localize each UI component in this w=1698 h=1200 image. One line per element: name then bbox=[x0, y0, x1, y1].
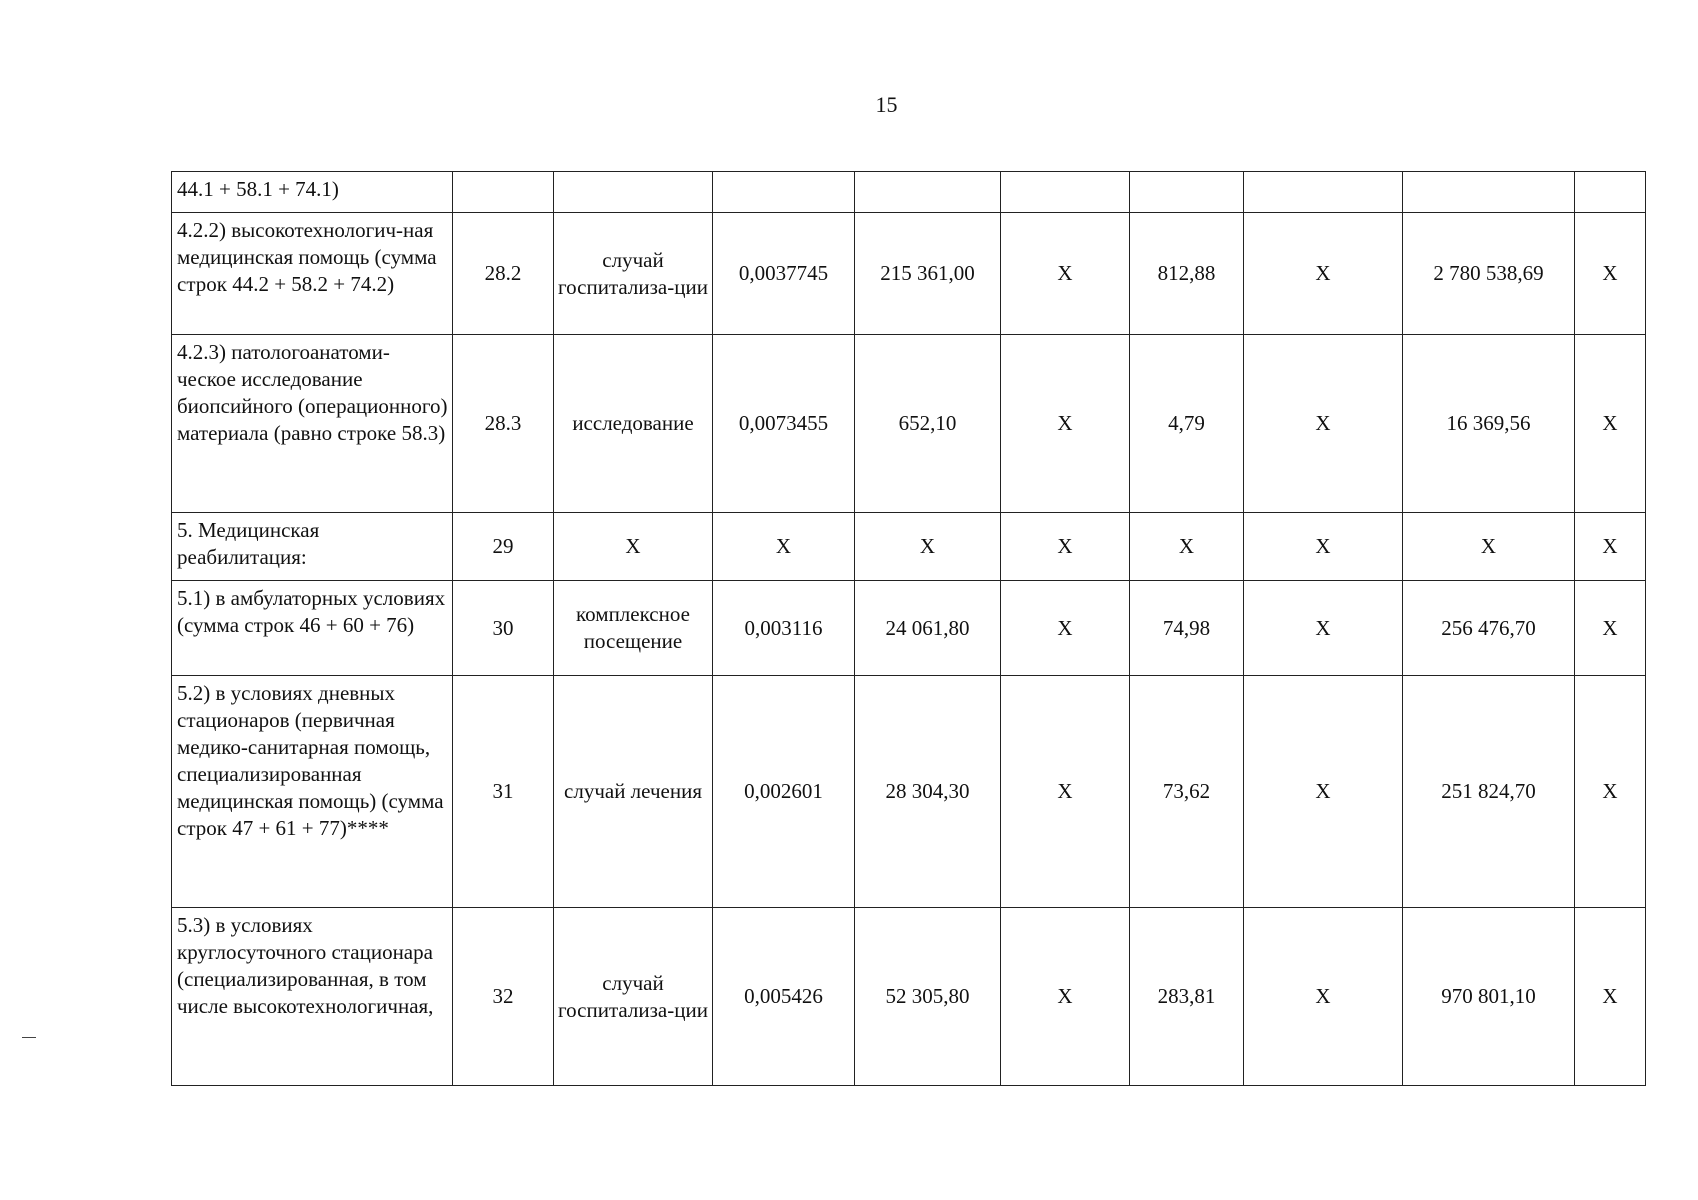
row-name-cell: 4.2.2) высокотехнологич-ная медицинская помощь (сумма строк 44.2 + 58.2 + 74.2) bbox=[172, 213, 453, 335]
line-number-cell: 29 bbox=[453, 513, 554, 581]
value-cell: X bbox=[1244, 908, 1403, 1086]
line-number-cell bbox=[453, 172, 554, 213]
value-cell: X bbox=[1001, 513, 1130, 581]
value-cell bbox=[855, 172, 1001, 213]
value-cell: 215 361,00 bbox=[855, 213, 1001, 335]
table-row bbox=[172, 213, 1646, 335]
value-cell bbox=[1130, 172, 1244, 213]
value-cell: X bbox=[1575, 908, 1646, 1086]
value-cell: 251 824,70 bbox=[1403, 676, 1575, 908]
unit-cell: случай лечения bbox=[554, 676, 713, 908]
value-cell: 283,81 bbox=[1130, 908, 1244, 1086]
table-row bbox=[172, 513, 1646, 581]
value-cell: 28 304,30 bbox=[855, 676, 1001, 908]
table-row bbox=[172, 908, 1646, 1086]
value-cell: X bbox=[1575, 335, 1646, 513]
value-cell bbox=[1001, 172, 1130, 213]
value-cell: 2 780 538,69 bbox=[1403, 213, 1575, 335]
value-cell: X bbox=[1575, 513, 1646, 581]
row-name-cell: 5.3) в условиях круглосуточного стационара (специализированная, в том числе высокотехнологичная, bbox=[172, 908, 453, 1086]
value-cell bbox=[1244, 172, 1403, 213]
value-cell: 16 369,56 bbox=[1403, 335, 1575, 513]
value-cell: 52 305,80 bbox=[855, 908, 1001, 1086]
value-cell: X bbox=[1130, 513, 1244, 581]
value-cell: X bbox=[1575, 676, 1646, 908]
line-number-cell: 28.2 bbox=[453, 213, 554, 335]
value-cell: 0,002601 bbox=[713, 676, 855, 908]
row-name-cell: 5.1) в амбулаторных условиях (сумма строк 46 + 60 + 76) bbox=[172, 581, 453, 676]
unit-cell: X bbox=[554, 513, 713, 581]
table-row bbox=[172, 676, 1646, 908]
value-cell: 0,005426 bbox=[713, 908, 855, 1086]
table-row bbox=[172, 172, 1646, 213]
value-cell: 812,88 bbox=[1130, 213, 1244, 335]
line-number-cell: 31 bbox=[453, 676, 554, 908]
unit-cell: комплексное посещение bbox=[554, 581, 713, 676]
value-cell: X bbox=[1001, 335, 1130, 513]
row-name-cell: 5.2) в условиях дневных стационаров (первичная медико-санитарная помощь, специализированная медицинская помощь) (сумма строк 47 + 61 + 77)**** bbox=[172, 676, 453, 908]
row-name-cell: 5. Медицинская реабилитация: bbox=[172, 513, 453, 581]
line-number-cell: 32 bbox=[453, 908, 554, 1086]
value-cell: X bbox=[1575, 581, 1646, 676]
value-cell: 74,98 bbox=[1130, 581, 1244, 676]
value-cell: X bbox=[1001, 908, 1130, 1086]
unit-cell bbox=[554, 172, 713, 213]
page-number: 15 bbox=[875, 92, 898, 117]
value-cell: 0,003116 bbox=[713, 581, 855, 676]
value-cell: 73,62 bbox=[1130, 676, 1244, 908]
value-cell: 0,0073455 bbox=[713, 335, 855, 513]
line-number-cell: 30 bbox=[453, 581, 554, 676]
value-cell: X bbox=[713, 513, 855, 581]
value-cell: X bbox=[1001, 676, 1130, 908]
table-row bbox=[172, 335, 1646, 513]
row-name-cell: 4.2.3) патологоанатоми-ческое исследование биопсийного (операционного) материала (равно строке 58.3) bbox=[172, 335, 453, 513]
table-row bbox=[172, 581, 1646, 676]
value-cell: X bbox=[1575, 213, 1646, 335]
value-cell: X bbox=[1244, 335, 1403, 513]
unit-cell: исследование bbox=[554, 335, 713, 513]
value-cell: X bbox=[1403, 513, 1575, 581]
value-cell bbox=[713, 172, 855, 213]
value-cell: X bbox=[1244, 213, 1403, 335]
unit-cell: случай госпитализа-ции bbox=[554, 908, 713, 1086]
value-cell: 0,0037745 bbox=[713, 213, 855, 335]
value-cell: X bbox=[855, 513, 1001, 581]
value-cell: 24 061,80 bbox=[855, 581, 1001, 676]
value-cell: 970 801,10 bbox=[1403, 908, 1575, 1086]
margin-mark bbox=[22, 1037, 36, 1038]
value-cell: X bbox=[1001, 581, 1130, 676]
value-cell: X bbox=[1001, 213, 1130, 335]
unit-cell: случай госпитализа-ции bbox=[554, 213, 713, 335]
value-cell: X bbox=[1244, 676, 1403, 908]
value-cell: 652,10 bbox=[855, 335, 1001, 513]
value-cell: 256 476,70 bbox=[1403, 581, 1575, 676]
line-number-cell: 28.3 bbox=[453, 335, 554, 513]
row-name-cell: 44.1 + 58.1 + 74.1) bbox=[172, 172, 453, 213]
value-cell bbox=[1575, 172, 1646, 213]
data-table bbox=[171, 171, 1646, 1086]
value-cell bbox=[1403, 172, 1575, 213]
value-cell: X bbox=[1244, 581, 1403, 676]
value-cell: 4,79 bbox=[1130, 335, 1244, 513]
value-cell: X bbox=[1244, 513, 1403, 581]
